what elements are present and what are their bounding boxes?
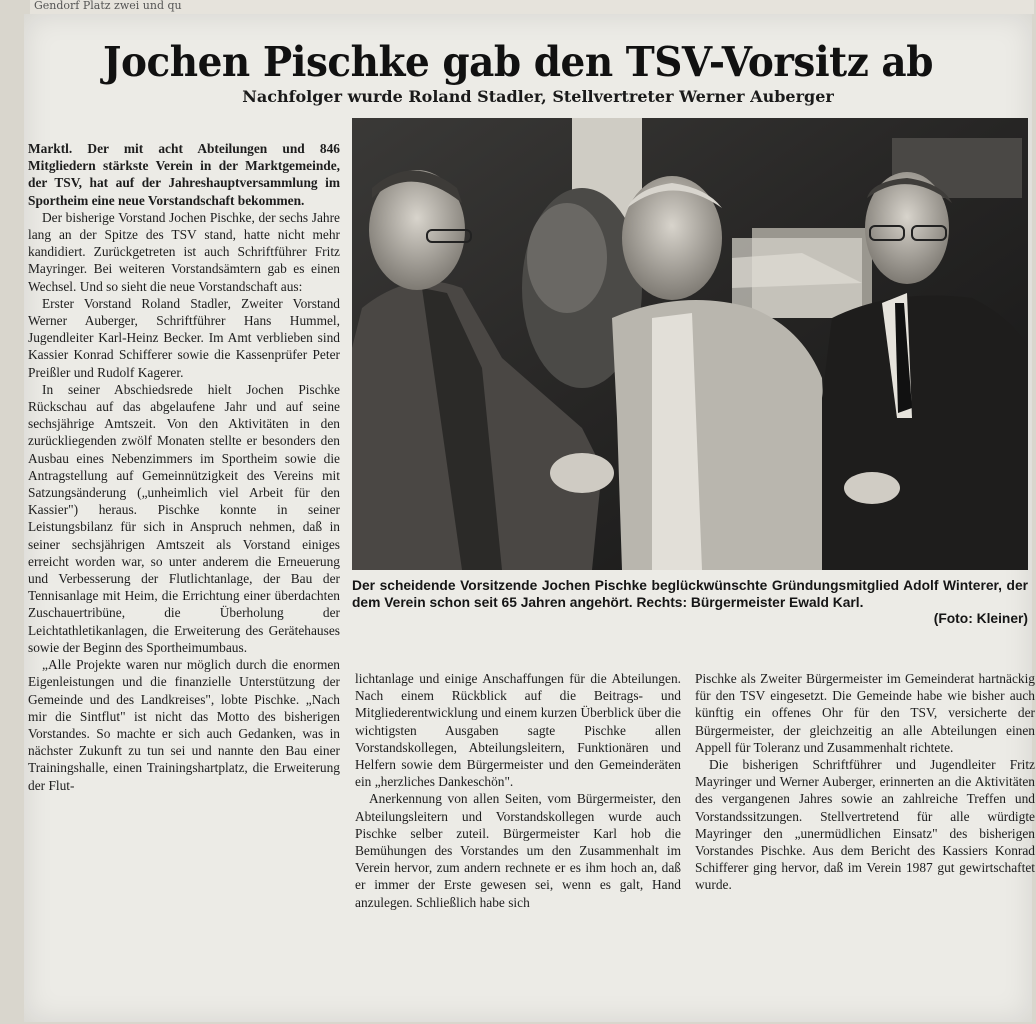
headline: Jochen Pischke gab den TSV-Vorsitz ab [103, 38, 933, 86]
body-paragraph: In seiner Abschiedsrede hielt Jochen Pischke Rückschau auf das abgelaufene Jahr und auf seine sechsjährige Amtszeit. Von den Aktivitäten in den zurückliegenden zwölf Monaten stellte er besonders den Ausbau eines Nebenzimmers im Sportheim sowie die Antragstellung auf Gemeinnützigkeit des Vereins mit Satzungsänderung („unheimlich viel Arbeit für den Kassier") heraus. Pischke konnte in seiner Leistungsbilanz für sich in Anspruch nehmen, daß in seiner sechsjährigen Amtszeit als Vorstand einiges erreicht worden war, so unter anderem die Erneuerung und Verbesserung der Flutlichtanlage, der Bau der Tennisanlage mit Heim, die Errichtung einer überdachten Zuschauertribüne, die Überholung der Leichtathletikanlagen, die Erweiterung des Gerätehauses sowie der Beginn des Sportheimumbaus. [28, 381, 340, 655]
news-photo [352, 118, 1028, 570]
body-paragraph: Der bisherige Vorstand Jochen Pischke, der sechs Jahre lang an der Spitze des TSV stand, hatte nicht mehr kandidiert. Zurückgetreten ist auch Schriftführer Fritz Mayringer. Bei weiteren Vorstandsämtern gab es einen Wechsel. Und so sieht die neue Vorstandschaft aus: [28, 209, 340, 294]
photo-credit: (Foto: Kleiner) [933, 611, 1028, 627]
column-right [695, 670, 1035, 1020]
previous-article-fragment: Gendorf Platz zwei und qu [30, 0, 1034, 14]
body-paragraph: Erster Vorstand Roland Stadler, Zweiter Vorstand Werner Auberger, Schriftführer Hans Hummel, Jugendleiter Karl-Heinz Becker. Im Amt verblieben sind Kassier Konrad Schifferer sowie die Kassenprüfer Peter Preißler und Rudolf Kagerer. [28, 295, 340, 380]
column-middle [355, 670, 681, 1020]
handshake-photo-image [352, 118, 1028, 570]
body-paragraph: Pischke als Zweiter Bürgermeister im Gemeinderat hartnäckig für den TSV eingesetzt. Die Gemeinde habe wie bisher auch künftig ein offenes Ohr für den TSV, versicherte der Bürgermeister, der gleichzeitig an alle Abteilungen einen Appell für Toleranz und Zusammenhalt richtete. [695, 671, 1035, 755]
subheadline: Nachfolger wurde Roland Stadler, Stellvertreter Werner Auberger [242, 87, 834, 106]
body-paragraph: lichtanlage und einige Anschaffungen für die Abteilungen. Nach einem Rückblick auf die Beitrags- und Mitgliederentwicklung und einem kurzen Überblick über die wichtigsten Ausgaben sagte Pischke allen Vorstandskollegen, Abteilungsleitern, Funktionären und Helfern sowie dem Bürgermeister und den Gemeinderäten ein „herzliches Dankeschön". [355, 671, 681, 790]
caption-text: Der scheidende Vorsitzende Jochen Pischke beglückwünschte Gründungsmitglied Adolf Winterer, der dem Verein schon seit 65 Jahren angehört. Rechts: Bürgermeister Ewald Karl. [352, 578, 1028, 610]
column-left [28, 140, 340, 1020]
body-paragraph: „Alle Projekte waren nur möglich durch die enormen Eigenleistungen und die finanzielle Unterstützung der Gemeinde und des Landkreises", lobte Pischke. „Nach mir die Sintflut" ist nicht das Motto des bisherigen Vorstandes. So machte er sich auch Gedanken, was in nächster Zukunft zu tun sei und nannte den Bau einer Trainingshalle, einen Trainingshartplatz, die Erweiterung der Flut- [28, 657, 340, 793]
photo-caption [352, 578, 1028, 658]
body-paragraph: Die bisherigen Schriftführer und Jugendleiter Fritz Mayringer und Werner Auberger, erinnerten an die Aktivitäten des vergangenen Jahres sowie an zahlreiche Treffen und Vorstandssitzungen. Stellvertretend für alle würdigte Mayringer den „unermüdlichen Einsatz" des bisherigen Vorstandes Pischke. Aus dem Bericht des Kassiers Konrad Schifferer ging hervor, daß im Verein 1987 gut gewirtschaftet wurde. [695, 757, 1035, 893]
lead-paragraph: Marktl. Der mit acht Abteilungen und 846 Mitgliedern stärkste Verein in der Marktgemeinde, der TSV, hat auf der Jahreshauptversammlung im Sportheim eine neue Vorstandschaft bekommen. [28, 141, 340, 208]
body-paragraph: Anerkennung von allen Seiten, vom Bürgermeister, den Abteilungsleitern und Vorstandskollegen wurde auch Pischke selber zuteil. Bürgermeister Karl hob die Bemühungen des Vorstandes um den Zusammenhalt im Verein hervor, zum andern rechnete er es ihm hoch an, daß er immer der Erste gewesen sei, wenn es galt, Hand anzulegen. Schließlich habe sich [355, 791, 681, 910]
